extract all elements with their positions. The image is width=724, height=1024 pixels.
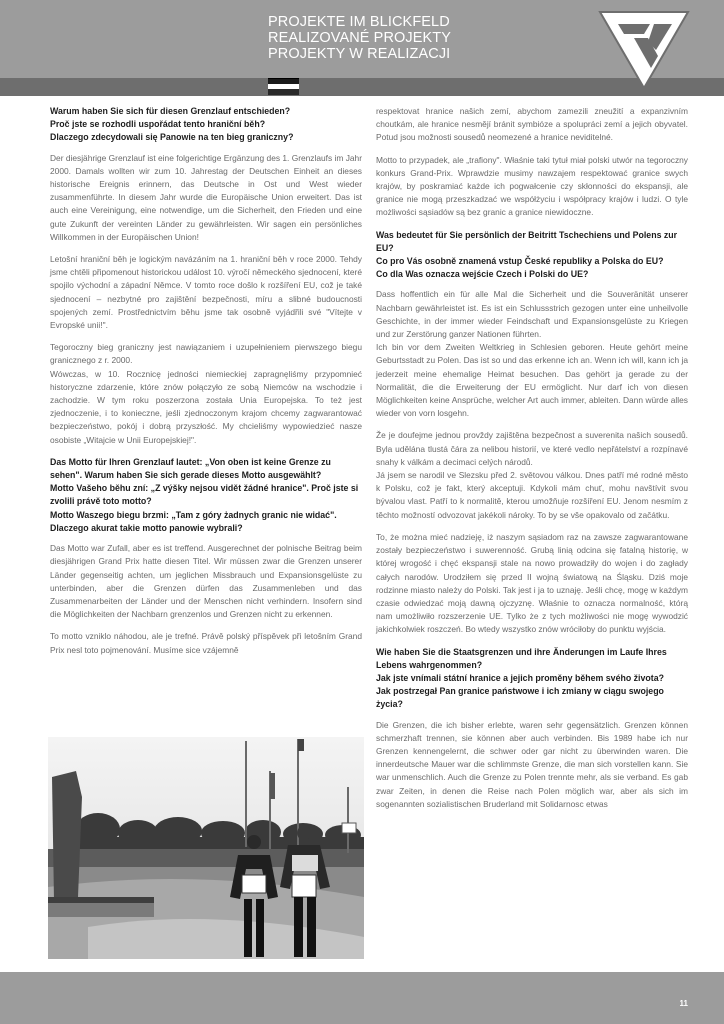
answer-2-cz-end: respektovat hranice našich zemí, abychom zamezili zneužití a expanzivním choutkám, ale hranice nesmějí bránit symbióze a spolupráci zemí a jejich obyvatel. Potud jsou možnosti sousedů neomezené a hranice neviditelné. [376, 106, 688, 143]
runners-photo [48, 737, 364, 959]
page-header [0, 0, 724, 96]
flag-stripes [268, 79, 299, 95]
question-3-pl: Co dla Was oznacza wejście Czech i Polski do UE? [376, 269, 589, 280]
left-column [50, 105, 362, 666]
title-czech: REALIZOVANÉ PROJEKTY [268, 30, 452, 46]
answer-3-cz-a: Že je doufejme jednou provždy zajištěna bezpečnost a suverenita našich sousedů. Byla udělána tlustá čára za nelibou historií, ve které vedlo nepřátelství a rozpínavé snahy k válkám a decimaci celých národů. [376, 430, 688, 467]
page-footer [0, 972, 724, 1024]
answer-2-pl: Motto to przypadek, ale „trafiony". Właśnie taki tytuł miał polski utwór na tegoroczny konkurs Grand-Prix. Wprawdzie musimy nawzajem respektować granice swych krajów, by poskramiać każde ich pogwałcenie czy skłonności do ekspansji, ale granice nie mogą przeszkadzać we współżyciu i współpracy krajów i ludzi. O tyle możliwości sąsiadów są bez granic a granice niewidoczne. [376, 154, 688, 218]
answer-2-cz-start: To motto vzniklo náhodou, ale je trefné. Právě polský příspěvek při letošním Grand Prix nesl toto pojmenování. Musíme sice vzájemně [50, 631, 362, 655]
title-german: PROJEKTE IM BLICKFELD [268, 14, 450, 30]
question-1-de: Warum haben Sie sich für diesen Grenzlauf entschieden? [50, 106, 291, 116]
answer-3-de [376, 288, 688, 420]
title-polish: PROJEKTY W REALIZACJI [268, 46, 451, 62]
answer-4-de: Die Grenzen, die ich bisher erlebte, waren sehr gegensätzlich. Grenzen können schmerzhaft trennen, sie können aber auch verbinden. Bis 1989 habe ich nur Grenzen kennengelernt, die schwer oder gar nicht zu überwinden waren. Die innerdeutsche Mauer war die schlimmste Grenze, die man sich vorstellen kann. Sie war unmenschlich. Auch die Grenze zu Polen trennte mehr, als sie verband. Es gab zwar Zeiten, in denen die Reise nach Polen möglich war, aber als sich im sogenannten sozialistischen Bruderland mit Solidarnosc etwas [376, 719, 688, 809]
question-4-cz: Jak jste vnímali státní hranice a jejich proměny během svého života? [376, 672, 664, 683]
question-1-cz: Proč jste se rozhodli uspořádat tento hraniční běh? [50, 119, 266, 130]
header-titles [268, 14, 451, 62]
question-2-cz: Motto Vašeho běhu zní: „Z výšky nejsou vidět žádné hranice". Proč jste si zvolili právě toto motto? [50, 483, 359, 507]
page-number: 11 [679, 999, 688, 1008]
answer-3-de-b: Ich bin vor dem Zweiten Weltkrieg in Schlesien geboren. Heute gehört meine Geburtsstadt zu Polen. Das ist so und das erkenne ich an. Wenn ich will, kann ich ja jederzeit meine ehemalige Heimat besuchen. Das gehört ja gerade zu der Normalität, die die Erweiterung der EU ermöglicht. Nur darf ich von diesen Möglichkeiten keine Ansprüche, welcher Art auch immer, ableiten. Dann würde alles wieder von vorn losgehn. [376, 342, 688, 419]
question-3 [376, 229, 688, 282]
right-column [376, 105, 688, 820]
question-4-de: Wie haben Sie die Staatsgrenzen und ihre Änderungen im Laufe Ihres Lebens wahrgenommen? [376, 646, 667, 670]
question-3-de: Was bedeutet für Sie persönlich der Beitritt Tschechiens und Polens zur EU? [376, 229, 678, 253]
question-2 [50, 456, 362, 535]
answer-3-cz-b: Já jsem se narodil ve Slezsku před 2. světovou válkou. Dnes patří mé rodné město k Polsku, což je fakt, který akceptuji. Kdykoli mám chuť, mohu navštívit svou bývalou vlast. Patří to k normalitě, kterou umožňuje rozšíření EU. Jenom nesmím z těchto možností odvozovat jakékoli nároky. To by se vše opakovalo od začátku. [376, 470, 688, 520]
answer-1-de: Der diesjährige Grenzlauf ist eine folgerichtige Ergänzung des 1. Grenzlaufs im Jahr 2000. Damals wollten wir zum 10. Jahrestag der Deutschen Einheit an dieses historische Ereignis erinnern, das Deutsche in Ost und West wieder zusammenführte. In diesem Jahr wurde die Europäische Union erweitert. Das ist auch eine Vereinigung, eine notwendige, um die Sicherheit, den Frieden und eine gute Zukunft der vereinten Länder zu gewährleisten. Wir sagen ein persönliches Willkommen in der Europäischen Union! [50, 152, 362, 242]
photo-illustration [48, 737, 364, 959]
question-1 [50, 105, 362, 145]
answer-3-pl: To, że można mieć nadzieję, iż naszym sąsiadom raz na zawsze zagwarantowane zostały bezpieczeństwo i suwerenność. Grubą linią odcina się fatalną historię, w której wrogość i chęć ekspansji stale na nowo prowadziły do wojen i do zagłady całych narodów. Urodziłem się przed II wojną światową na Śląsku. Dziś moje rodzinne miasto należy do Polski. Tak jest i ja to uznaję. Jeśli chcę, mogę w każdym czasie odwiedzać moją dawną ojczyznę. Właśnie to oznacza normalność, którą nam umożliwiło rozszerzenie UE. Tylko że z tych możliwości nie mogę wywodzić jakichkolwiek roszczeń. Bo wtedy wszystko znów wróciłoby do punktu wyjścia. [376, 531, 688, 635]
question-4 [376, 646, 688, 712]
question-2-de: Das Motto für Ihren Grenzlauf lautet: „Von oben ist keine Grenze zu sehen". Warum haben Sie sich gerade dieses Motto ausgewählt? [50, 456, 331, 481]
answer-1-pl-b: Wówczas, w 10. Rocznicę jedności niemieckiej zapragnęliśmy przypomnieć historyczne zdarzenie, które znów połączyło ze sobą Niemców na wschodzie i zachodzie. W tym roku poszerzona została Unia Europejska. To też jest zjednoczenie, i to konieczne, jeśli zjednoczonym krajom chcemy zagwarantować bezpieczeństwo, pokój i dobrą przyszłość. My chcieliśmy wypowiedzieć nasze osobiste „Witajcie w Unii Europejskiej!". [50, 368, 362, 445]
triangle-logo-icon [598, 10, 690, 90]
answer-1-pl [50, 341, 362, 447]
question-3-cz: Co pro Vás osobně znamená vstup České republiky a Polska do EU? [376, 256, 664, 267]
question-2-pl: Motto Waszego biegu brzmi: „Tam z góry żadnych granic nie widać". Dlaczego akurat takie motto panowie wybrali? [50, 509, 337, 533]
answer-1-pl-a: Tegoroczny bieg graniczny jest nawiązaniem i uzupełnieniem pierwszego biegu granicznego z r. 2000. [50, 342, 362, 366]
answer-3-de-a: Dass hoffentlich ein für alle Mal die Sicherheit und die Souveränität unserer Nachbarn gewährleistet ist. Es ist ein Schlussstrich gezogen unter eine unheilvolle Geschichte, in der immer wieder Feindschaft und Expansionsgelüste zu Kriegen und zur Zerstörung ganzer Nationen führten. [376, 289, 688, 340]
answer-2-de: Das Motto war Zufall, aber es ist treffend. Ausgerechnet der polnische Beitrag beim diesjährigen Grand Prix hatte diesen Titel. Wir müssen zwar die Grenzen unserer Länder gegenseitig achten, um jeglichen Missbrauch und Expansionsgelüste zu unterbinden, aber die Grenzen dürfen das Zusammenleben und das Zusammenarbeiten der Länder und der Menschen nicht verhindern. Insofern sind die Möglichkeiten der Nachbarn grenzenlos und Grenzen nicht zu erkennen. [50, 543, 362, 620]
question-1-pl: Dlaczego zdecydowali się Panowie na ten bieg graniczny? [50, 132, 294, 143]
answer-3-cz [376, 429, 688, 521]
question-4-pl: Jak postrzegał Pan granice państwowe i ich zmiany w ciągu swojego życia? [376, 686, 664, 710]
answer-1-cz: Letošní hraniční běh je logickým navázáním na 1. hraniční běh v roce 2000. Tehdy jsme chtěli připomenout historickou událost 10. výročí německého sjednocení, které spojilo východní a západní Němce. V tomto roce došlo k rozšíření EU, což je také sjednocení – nezbytné pro zajištění bezpečnosti, míru a slibné budoucnosti spojených zemí. Prostřednictvím běhu jsme tak osobně vyjádřili své "Vítejte v Evropské unii!". [50, 254, 362, 331]
